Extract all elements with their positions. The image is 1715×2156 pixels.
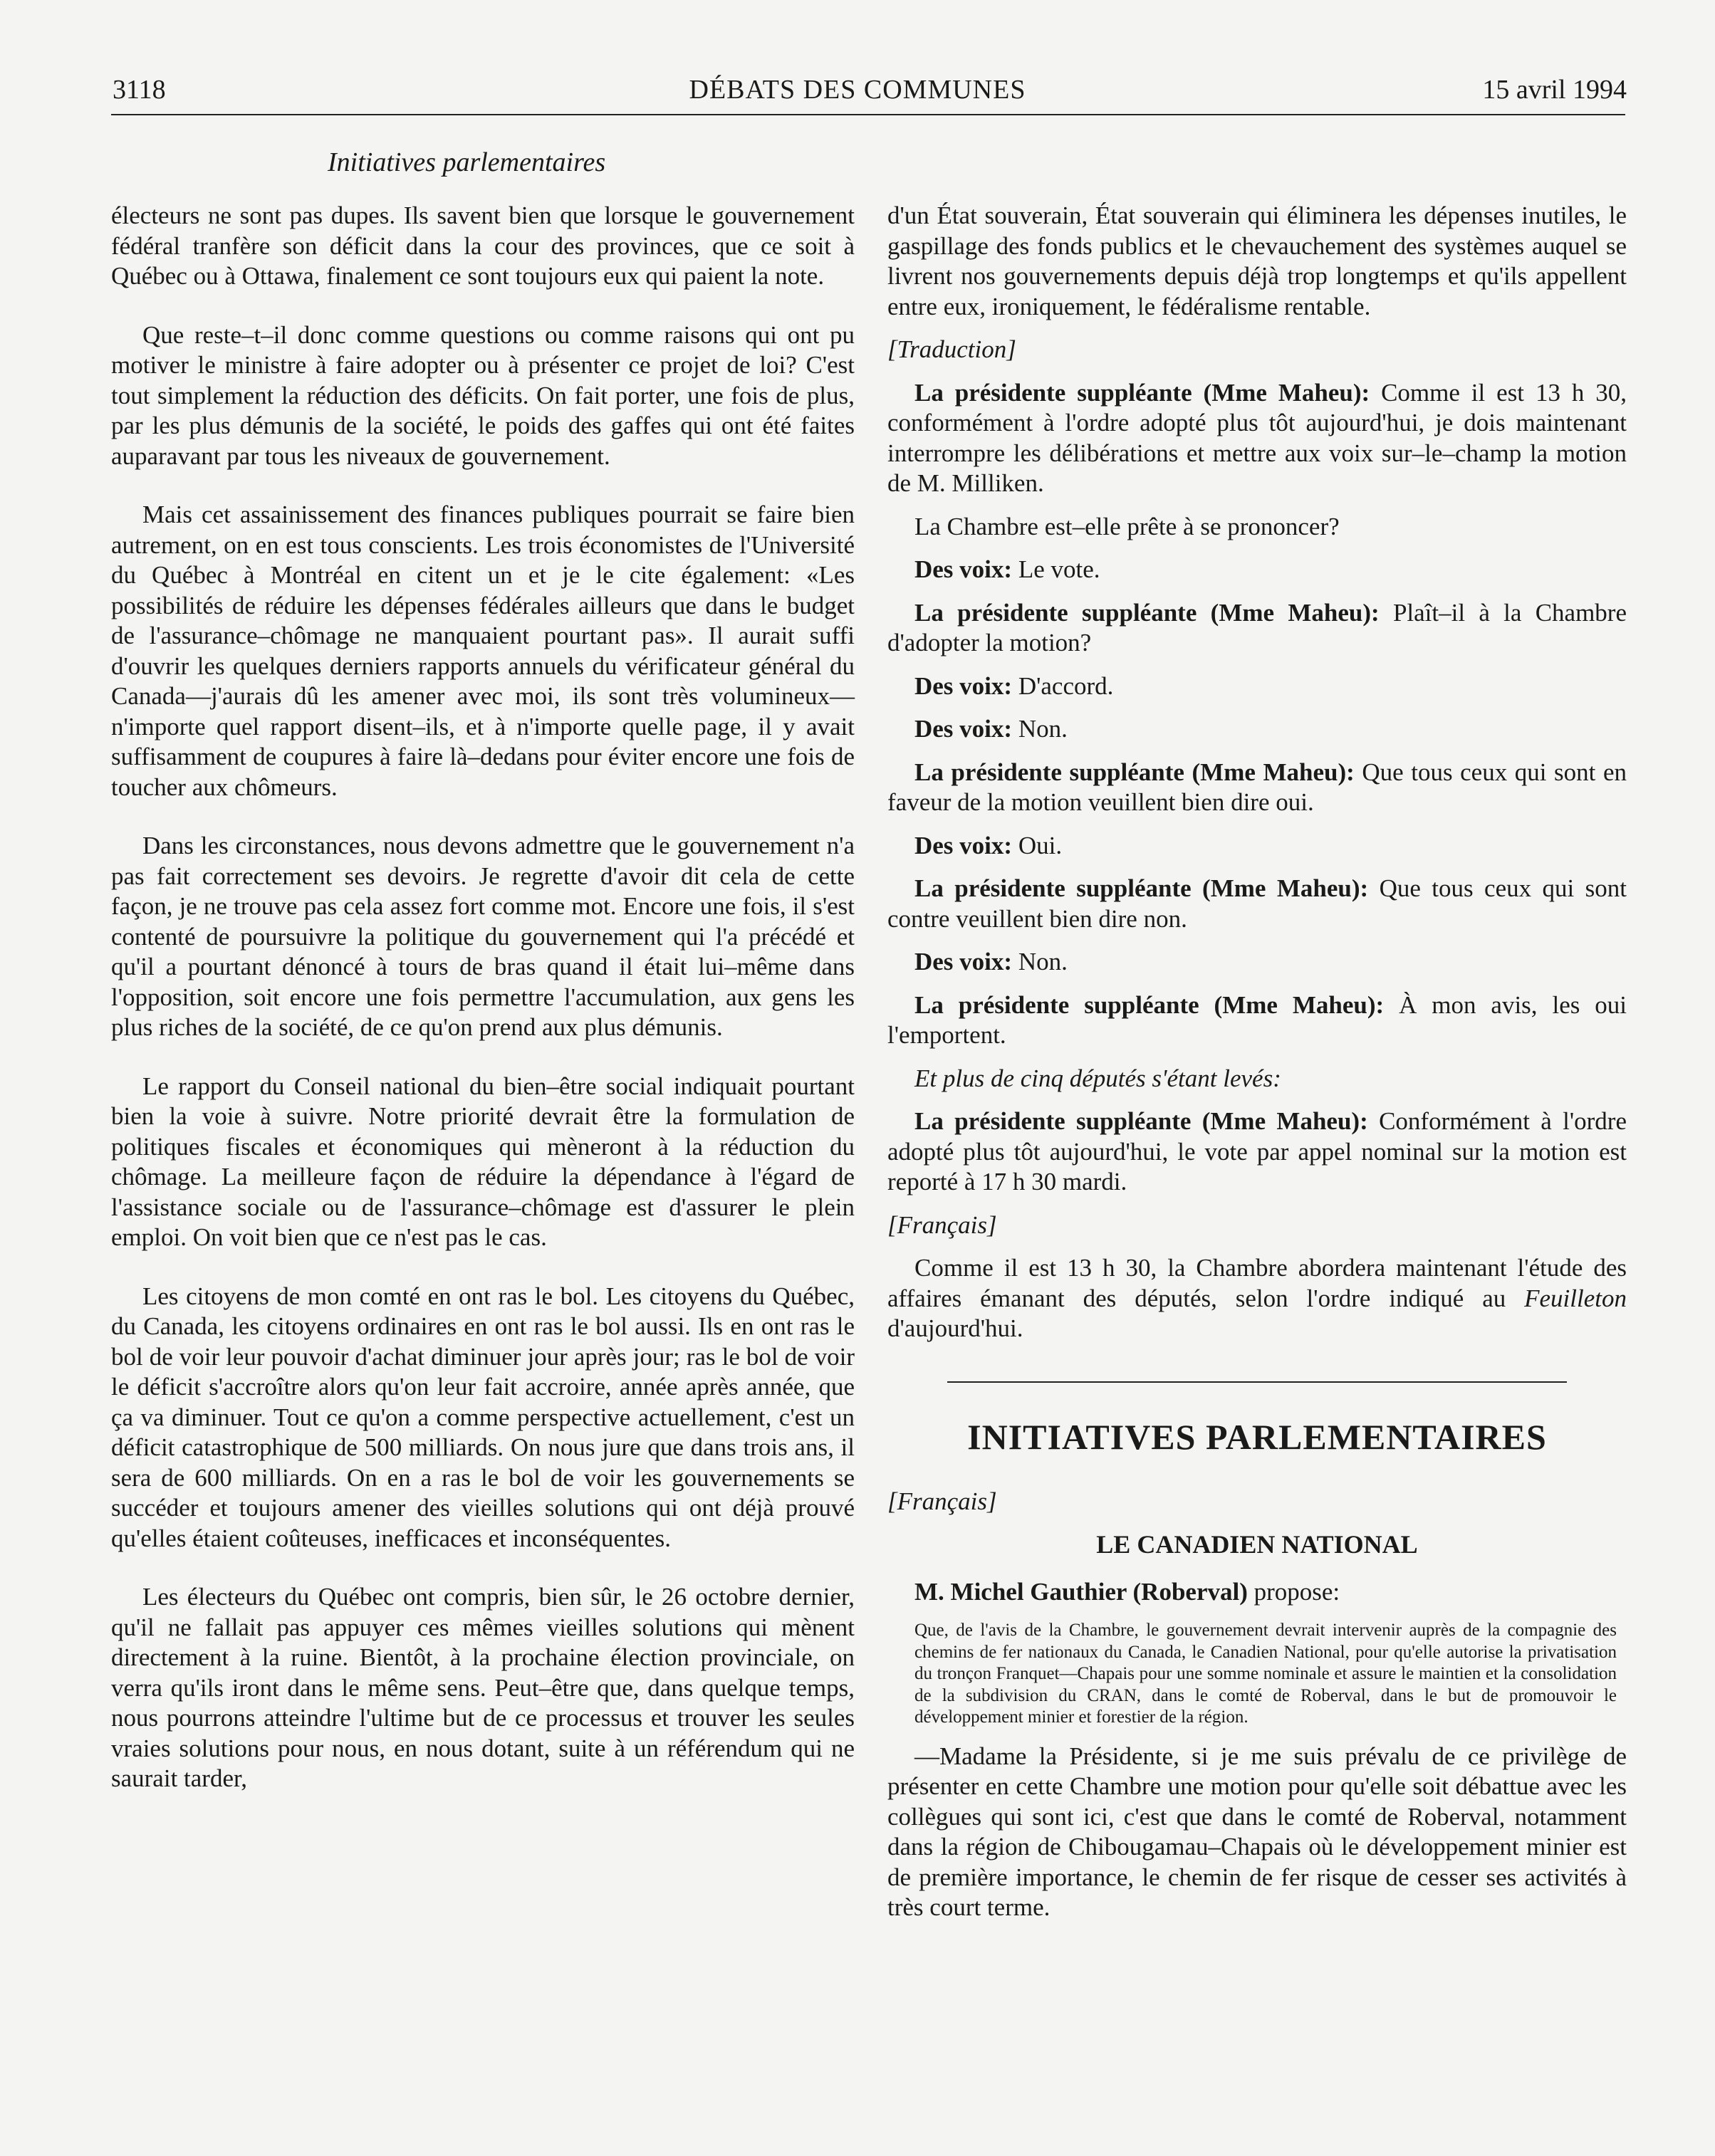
speech-chair [887, 874, 1627, 934]
stage-direction: Et plus de cinq députés s'étant levés: [914, 1064, 1281, 1092]
speech-voices [887, 555, 1627, 585]
speech-text: d'aujourd'hui. [887, 1314, 1023, 1342]
speaker-name: Des voix: [914, 671, 1013, 700]
speaker-name: La présidente suppléante (Mme Maheu): [914, 990, 1385, 1019]
speech-text: À mon avis, les oui l'emportent. [887, 990, 1627, 1049]
paragraph: Que reste–t–il donc comme questions ou comme raisons qui ont pu motiver le ministre à faire adopter ou à présenter ce projet de loi? C'est tout simplement la réduction des déficits. On fait porter, une fois de plus, par les plus démunis de la société, le poids des gaffes qui ont été faites auparavant par tous les niveaux de gouvernement. [111, 320, 855, 470]
section-divider [947, 1381, 1567, 1383]
publication-title: DÉBATS DES COMMUNES [689, 75, 1026, 105]
speech-text: Oui. [1018, 831, 1063, 859]
right-column [887, 201, 1627, 1936]
propose-text: propose: [1247, 1577, 1340, 1606]
motion-intro [887, 1577, 1627, 1608]
paragraph: Mais cet assainissement des finances publiques pourrait se faire bien autrement, on en est tous conscients. Les trois économistes de l'Université du Québec à Montréal en citent un et je le cite également: «Les possibilités de réduire les dépenses fédérales ailleurs que dans le budget de l'assurance–chômage ne manquaient pourtant pas». Il aurait suffi d'ouvrir les quelques derniers rapports annuels du vérificateur général du Canada—j'aurais dû les amener avec moi, ils sont très volumineux—n'importe quel rapport disent–ils, et à n'importe quelle page, il y avait suffisamment de coupures à faire là–dedans pour éviter encore une fois de toucher aux chômeurs. [111, 501, 855, 801]
speaker-name: Des voix: [914, 555, 1013, 583]
paragraph: d'un État souverain, État souverain qui éliminera les dépenses inutiles, le gaspillage des fonds publics et le chevauchement des systèmes auquel se livrent nos gouvernements depuis déjà trop longtemps et qu'ils appellent entre eux, ironiquement, le fédéralisme rentable. [887, 202, 1627, 320]
paragraph: Les électeurs du Québec ont compris, bien sûr, le 26 octobre dernier, qu'il ne fallait pas appuyer ces mêmes vieilles solutions qui mènent directement à la ruine. Bientôt, à la prochaine élection provinciale, on verra qu'ils iront dans le même sens. Peut–être que, dans quelque temps, nous pourrons atteindre l'ultime but de ce processus et trouver les seules vraies solutions pour nous, en nous dotant, suite à un référendum qui ne saurait tarder, [111, 1583, 855, 1792]
left-column [111, 201, 855, 1794]
paragraph [887, 1253, 1627, 1344]
speaker-name: La présidente suppléante (Mme Maheu): [914, 1107, 1368, 1135]
speech-chair [887, 758, 1627, 818]
speech-voices [887, 714, 1627, 745]
language-marker: [Traduction] [887, 335, 1016, 363]
paragraph: électeurs ne sont pas dupes. Ils savent bien que lorsque le gouvernement fédéral tranfère son déficit dans la cour des provinces, que ce soit à Québec ou à Ottawa, finalement ce sont toujours eux qui paient la note. [111, 202, 855, 290]
speech-text: Que tous ceux qui sont en faveur de la motion veuillent bien dire oui. [887, 758, 1627, 816]
speaker-name: La présidente suppléante (Mme Maheu): [914, 758, 1355, 786]
speech-chair [887, 598, 1627, 659]
speech-text: Comme il est 13 h 30, conformément à l'ordre adopté plus tôt aujourd'hui, je dois maintenant interrompre les délibérations et mettre aux voix sur–le–champ la motion de M. Milliken. [887, 378, 1627, 497]
motion-text: Que, de l'avis de la Chambre, le gouvernement devrait intervenir auprès de la compagnie des chemins de fer nationaux du Canada, le Canadien National, pour qu'elle autorise la privatisation du tronçon Franquet—Chapais pour une somme nominale et assure le maintien et la consolidation de la subdivision du CRAN, dans le comté de Roberval, dans le but de promouvoir le développement minier et forestier de la région. [914, 1621, 1617, 1727]
speaker-name: La présidente suppléante (Mme Maheu): [914, 598, 1380, 627]
speaker-name: Des voix: [914, 831, 1013, 859]
language-marker: [Français] [887, 1487, 997, 1515]
speech-voices [887, 671, 1627, 702]
mover-name: M. Michel Gauthier (Roberval) [914, 1577, 1248, 1606]
paragraph: Dans les circonstances, nous devons admettre que le gouvernement n'a pas fait correctement ses devoirs. Je regrette d'avoir dit cela de cette façon, je ne trouve pas cela assez fort comme mot. Encore une fois, il s'est contenté de poursuivre la politique du gouvernement qui l'a précédé et qu'il a pourtant dénoncé à tours de bras quand il était lui–même dans l'opposition, soit encore une fois permettre l'accumulation, aux gens les plus riches de la société, de ce qu'on prend aux plus démunis. [111, 832, 855, 1041]
page-number: 3118 [113, 75, 166, 105]
speech-text: Comme il est 13 h 30, la Chambre abordera maintenant l'étude des affaires émanant des députés, selon l'ordre indiqué au [887, 1254, 1627, 1312]
speaker-name: Des voix: [914, 715, 1013, 743]
speech-voices [887, 947, 1627, 978]
language-marker: [Français] [887, 1210, 997, 1239]
speech-text: Le vote. [1018, 555, 1100, 583]
section-title: INITIATIVES PARLEMENTAIRES [967, 1416, 1547, 1457]
speech-text: Non. [1018, 715, 1068, 743]
speech-text: La Chambre est–elle prête à se prononcer? [914, 512, 1340, 540]
feuilleton-word: Feuilleton [1524, 1284, 1627, 1312]
paragraph: Le rapport du Conseil national du bien–être social indiquait pourtant bien la voie à suivre. Notre priorité devrait être la formulation de politiques fiscales et économiques qui mèneront à la réduction du chômage. La meilleure façon de réduire la dépendance à l'égard de l'assistance sociale ou de l'assurance–chômage est d'assurer le plein emploi. On voit bien que ce n'est pas le cas. [111, 1072, 855, 1251]
speech-text: Conformément à l'ordre adopté plus tôt aujourd'hui, le vote par appel nominal sur la motion est reporté à 17 h 30 mardi. [887, 1107, 1627, 1195]
speaker-name: Des voix: [914, 948, 1013, 975]
speech-chair [887, 990, 1627, 1051]
page-date: 15 avril 1994 [1482, 75, 1627, 105]
speech-text: Que tous ceux qui sont contre veuillent bien dire non. [887, 874, 1627, 933]
speech-text: Non. [1018, 948, 1068, 975]
paragraph: Les citoyens de mon comté en ont ras le bol. Les citoyens du Québec, du Canada, les citoyens ordinaires en ont ras le bol aussi. Ils en ont ras le bol de voir leur pouvoir d'achat diminuer jour après jour; ras le bol de voir le déficit s'accroître alors qu'on leur fait accroire, année après année, que ça va diminuer. Tout ce qu'on a comme perspective actuellement, c'est un déficit catastrophique de 500 milliards. On nous jure que dans trois ans, il sera de 600 milliards. On en a ras le bol de voir les gouvernements se succéder et toujours amener des vieilles solutions qui ont déjà prouvé qu'elles étaient coûteuses, inefficaces et inconséquentes. [111, 1282, 855, 1552]
speech-chair [887, 378, 1627, 499]
speaker-name: La présidente suppléante (Mme Maheu): [914, 378, 1370, 407]
speech-chair [887, 1106, 1627, 1198]
speech-voices [887, 831, 1627, 862]
speech-text: Plaît–il à la Chambre d'adopter la motion? [887, 598, 1627, 656]
subsection-title: LE CANADIEN NATIONAL [1096, 1530, 1418, 1559]
speech-text: D'accord. [1018, 671, 1114, 700]
speaker-name: La présidente suppléante (Mme Maheu): [914, 874, 1369, 902]
section-heading: Initiatives parlementaires [328, 147, 606, 177]
paragraph: —Madame la Présidente, si je me suis prévalu de ce privilège de présenter en cette Chambre une motion pour qu'elle soit débattue avec les collègues qui sont ici, c'est que dans le comté de Roberval, notamment dans la région de Chibougamau–Chapais où le développement minier est de première importance, le chemin de fer risque de cesser ses activités à très court terme. [887, 1742, 1627, 1921]
header-rule [111, 114, 1625, 115]
